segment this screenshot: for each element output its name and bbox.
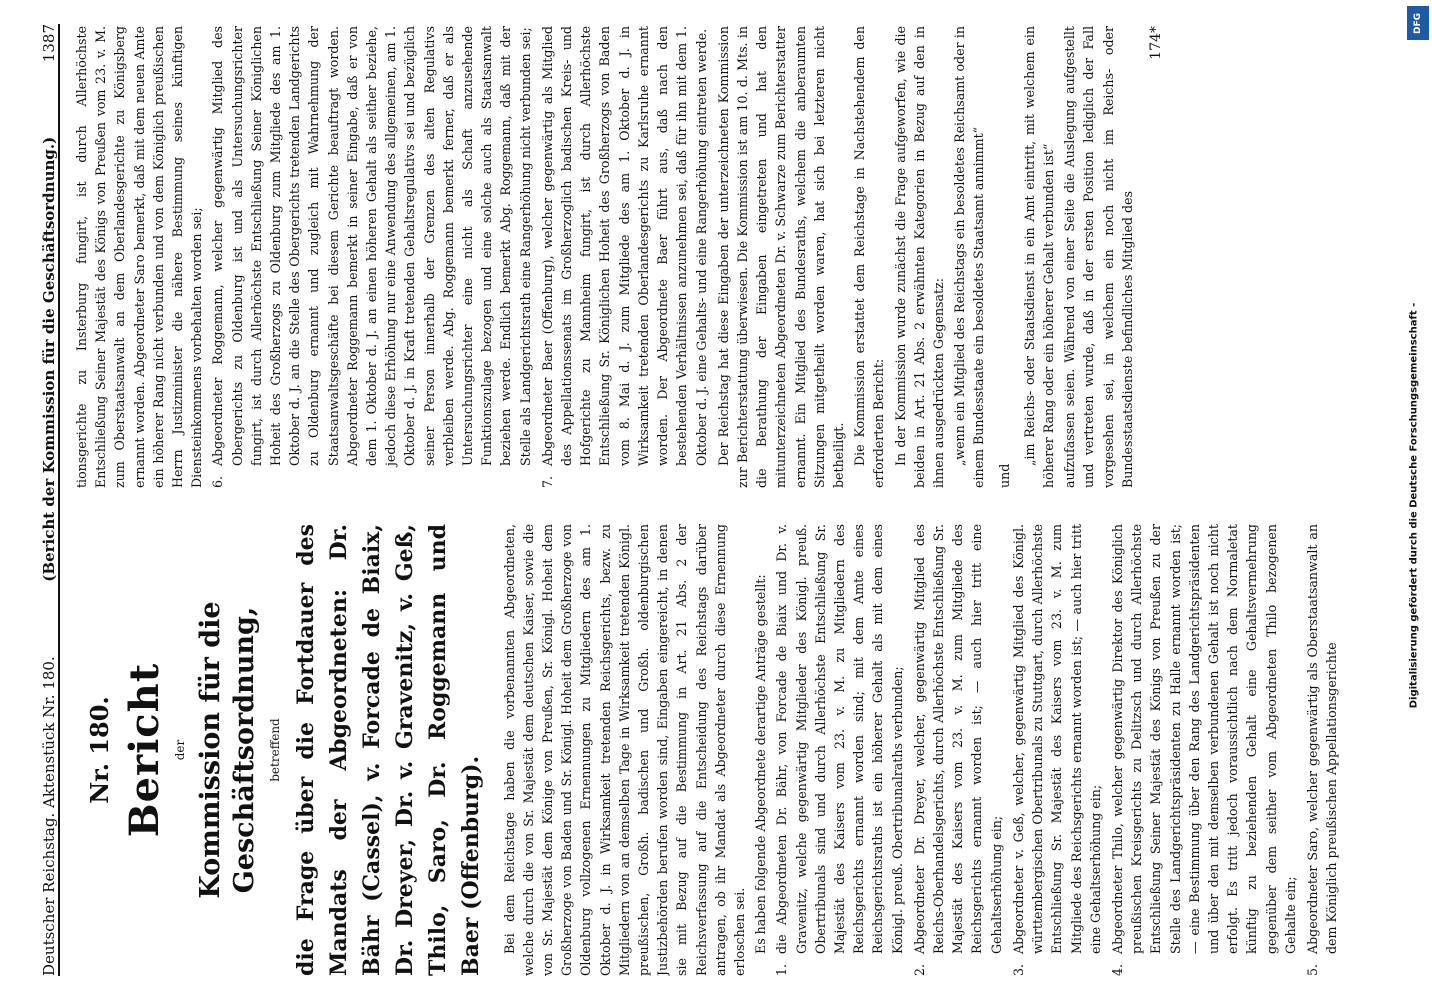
header-middle: (Bericht der Kommission für die Geschäftsordnung.) bbox=[40, 136, 58, 582]
list-item-text: Abgeordneter v. Geß, welcher, gegenwärtig Mitglied des Königl. württembergischen Obertribunals zu Stuttgart, durch Allerhöchste Entschließung Sr. Majestät des Kaisers vom 23. v. M. zum Mitgliede des Reichsgerichts ernannt worden ist; — auch hier tritt eine Gehaltserhöhung ein; bbox=[1010, 524, 1103, 954]
intro-paragraph: Bei dem Reichstage haben die vorbenannten Abgeordneten, welche durch die von Sr. Majestät dem deutschen Kaiser, sowie die von Sr. Majestät dem Könige von Preußen, Sr. Königl. Hoheit dem Großherzoge von Baden und Sr. Königl. Hoheit dem Großherzoge von Oldenburg vollzogenen Ernennungen zu Mitgliedern des am 1. Oktober d. J. in Wirksamkeit tretenden Reichsgerichts, bezw. zu Mitgliedern von an demselben Tage in Wirksamkeit tretenden Königl. preußischen, Großh. badischen und Großh. oldenburgischen Justizbehörden berufen worden sind, Eingaben eingereicht, in denen sie mit Bezug auf die Bestimmung in Art. 21 Abs. 2 der Reichsverfassung auf die Entscheidung des Reichstags darüber antragen, ob ihr Mandat als Abgeordneter durch diese Ernennung erloschen sei. bbox=[501, 524, 748, 976]
list-item-text: Abgeordneter Thilo, welcher gegenwärtig Direktor des Königlich preußischen Kreisgerichts zu Delitzsch und durch Allerhöchste Entschließung Seiner Majestät des Königs von Preußen zu der Stelle des Landgerichtspräsidenten zu Halle ernannt worden ist; — eine Bestimmung über den Rang des Landgerichtspräsidenten und über den mit demselben verbundenen Gehalt ist noch nicht erfolgt. Es tritt jedoch voraussichtlich nach dem Normaletat künftig zu beziehenden Gehalt eine Gehaltsvermehrung gegenüber dem seither vom Abgeordneten Thilo bezogenen Gehalte ein; bbox=[1109, 524, 1298, 954]
dfg-logo: DFG bbox=[1407, 6, 1429, 40]
lead-paragraph: Es haben folgende Abgeordnete derartige Anträge gestellt: bbox=[753, 574, 769, 954]
title-betreffend: betreffend bbox=[268, 718, 283, 782]
document-title: Bericht bbox=[121, 662, 169, 838]
quote-paragraph: „im Reichs- oder Staatsdienst in ein Amt eintritt, mit welchem ein höherer Rang oder ein höherer Gehalt verbunden ist“ bbox=[1021, 26, 1056, 488]
title-der: der bbox=[173, 739, 188, 761]
commission-title: Kommission für die Geschäftsordnung, bbox=[195, 601, 261, 899]
list-item-text: die Abgeordneten Dr. Bähr, von Forcade de Biaix und Dr. v. Gravenitz, welche gegenwärtig Mitglieder des Königl. preuß. Obertribunals sind und durch Allerhöchste Entschließung Sr. Majestät des Kaisers vom 23. v. M. zu Mitgliedern des Reichsgerichts ernannt worden sind; mit dem Amte eines Reichsgerichtsraths ist ein höherer Gehalt als mit dem eines Königl. preuß. Obertribunalraths verbunden; bbox=[774, 524, 905, 954]
list-item-text: Abgeordneter Baer (Offenburg), welcher gegenwärtig als Mitglied des Appellationssenats im Großherzoglich badischen Kreis- und Hofgerichte zu Mannheim fungirt, ist durch Allerhöchste Entschließung Sr. Königlichen Hoheit des Großherzogs von Baden vom 8. Mai d. J. zum Mitgliede des am 1. Oktober d. J. in Wirksamkeit tretenden Oberlandesgerichts zu Karlsruhe ernannt worden. Der Abgeordnete Baer führt aus, daß nach den bestehenden Verhältnissen anzunehmen sei, daß für ihn mit dem 1. Oktober d. J. eine Gehalts- und eine Rangerhöhung eintreten werde. bbox=[539, 26, 709, 466]
list-item: 6. Abgeordneter Roggemann, welcher gegenwärtig Mitglied des Obergerichts zu Oldenburg ist und als Untersuchungsrichter fungirt, ist durch Allerhöchste Entschließung Seiner Königlichen Hoheit des Großherzogs zu Oldenburg zum Mitgliede des am 1. Oktober d. J. an die Stelle des Obergerichts tretenden Landgerichts zu Oldenburg ernannt und zugleich mit Wahrnehmung der Staatsanwaltsgeschäfte bei diesem Gerichte beauftragt worden. Abgeordneter Roggemann bemerkt in seiner Eingabe, daß er von dem 1. Oktober d. J. an einen höheren Gehalt als seither beziehe, jedoch diese Erhöhung nur eine Anwendung des allgemeinen, am 1. Oktober d. J. in Kraft tretenden Gehaltsregulativs sei und bezüglich seiner Person innerhalb der Grenzen des alten Regulativs verbleiben werde. Abg. Roggemann bemerkt ferner, daß er als Untersuchungsrichter eine nicht als Schaft anzusehende Funktionszulage bezogen und eine solche auch als Staatsanwalt beziehen werde. Endlich bemerkt Abg. Roggemann, daß mit der Stelle als Landgerichtsrath eine Rangerhöhung nicht verbunden sei; bbox=[210, 26, 533, 488]
page-header bbox=[20, 24, 60, 976]
list-item-text: Abgeordneter Roggemann, welcher gegenwärtig Mitglied des Obergerichts zu Oldenburg ist und als Untersuchungsrichter fungirt, ist durch Allerhöchste Entschließung Seiner Königlichen Hoheit des Großherzogs zu Oldenburg zum Mitgliede des am 1. Oktober d. J. an die Stelle des Obergerichts tretenden Landgerichts zu Oldenburg ernannt und zugleich mit Wahrnehmung der Staatsanwaltsgeschäfte bei diesem Gerichte beauftragt worden. Abgeordneter Roggemann bemerkt in seiner Eingabe, daß er von dem 1. Oktober d. J. an einen höheren Gehalt als seither beziehe, jedoch diese Erhöhung nur eine Anwendung des allgemeinen, am 1. Oktober d. J. in Kraft tretenden Gehaltsregulativs sei und bezüglich seiner Person innerhalb der Grenzen des alten Regulativs verbleiben werde. Abg. Roggemann bemerkt ferner, daß er als Untersuchungsrichter eine nicht als Schaft anzusehende Funktionszulage bezogen und eine solche auch als Staatsanwalt beziehen werde. Endlich bemerkt Abg. Roggemann, daß mit der Stelle als Landgerichtsrath eine Rangerhöhung nicht verbunden sei; bbox=[210, 26, 533, 466]
document-number: Nr. 180. bbox=[85, 696, 114, 804]
conjunction: und bbox=[996, 463, 1012, 488]
body-paragraph: aufzufassen seien. Während von einer Seite die Auslegung aufgestellt und vertreten wurde, daß in der ersten Position lediglich der Fall vorgesehen sei, in welchem ein noch nicht im Reichs- oder Bundesstaatsdienste befindliches Mitglied des bbox=[1062, 26, 1135, 488]
list-item: 1. die Abgeordneten Dr. Bähr, von Forcade de Biaix und Dr. v. Gravenitz, welche gegenwärtig Mitglieder des Königl. preuß. Obertribunals sind und durch Allerhöchste Entschließung Sr. Majestät des Kaisers vom 23. v. M. zu Mitgliedern des Reichsgerichts ernannt worden sind; mit dem Amte eines Reichsgerichtsraths ist ein höherer Gehalt als mit dem eines Königl. preuß. Obertribunalraths verbunden; bbox=[774, 524, 905, 976]
left-column bbox=[72, 524, 1372, 976]
page-number: 1387 bbox=[40, 24, 58, 63]
list-item-text: Abgeordneter Dr. Dreyer, welcher, gegenwärtig Mitglied des Reichs-Oberhandelsgerichts, durch Allerhöchste Entschließung Sr. Majestät des Kaisers vom 23. v. M. zum Mitgliede des Reichsgerichts ernannt worden ist; — auch hier tritt eine Gehaltserhöhung ein; bbox=[911, 524, 1004, 954]
list-item: 4. Abgeordneter Thilo, welcher gegenwärtig Direktor des Königlich preußischen Kreisgerichts zu Delitzsch und durch Allerhöchste Entschließung Seiner Majestät des Königs von Preußen zu der Stelle des Landgerichtspräsidenten zu Halle ernannt worden ist; — eine Bestimmung über den Rang des Landgerichtspräsidenten und über den mit demselben verbundenen Gehalt ist noch nicht erfolgt. Es tritt jedoch voraussichtlich nach dem Normaletat künftig zu beziehenden Gehalt eine Gehaltsvermehrung gegenüber dem seither vom Abgeordneten Thilo bezogenen Gehalte ein; bbox=[1109, 524, 1298, 976]
list-item: 5. Abgeordneter Saro, welcher gegenwärtig als Oberstaatsanwalt an dem Königlich preußischen Appellationsgerichte bbox=[1304, 524, 1340, 976]
subject-heading: die Frage über die Fortdauer des Mandats der Abgeordneten: Dr. Bähr (Cassel), v. Forcade de Biaix, Dr. Dreyer, Dr. v. Gravenitz, v. Geß, Thilo, Saro, Dr. Roggemann und Baer (Offenburg). bbox=[292, 524, 484, 976]
digitization-note: Digitalisierung gefördert durch die Deutsche Forschungsgemeinschaft - bbox=[1408, 302, 1420, 709]
sheet-signature: 174* bbox=[1147, 26, 1164, 60]
list-item: 7. Abgeordneter Baer (Offenburg), welcher gegenwärtig als Mitglied des Appellationssenats im Großherzoglich badischen Kreis- und Hofgerichte zu Mannheim fungirt, ist durch Allerhöchste Entschließung Sr. Königlichen Hoheit des Großherzogs von Baden vom 8. Mai d. J. zum Mitgliede des am 1. Oktober d. J. in Wirksamkeit tretenden Oberlandesgerichts zu Karlsruhe ernannt worden. Der Abgeordnete Baer führt aus, daß nach den bestehenden Verhältnissen anzunehmen sei, daß für ihn mit dem 1. Oktober d. J. eine Gehalts- und eine Rangerhöhung eintreten werde. bbox=[539, 26, 709, 488]
right-column bbox=[72, 26, 1372, 488]
list-item: 2. Abgeordneter Dr. Dreyer, welcher, gegenwärtig Mitglied des Reichs-Oberhandelsgerichts, durch Allerhöchste Entschließung Sr. Majestät des Kaisers vom 23. v. M. zum Mitgliede des Reichsgerichts ernannt worden ist; — auch hier tritt eine Gehaltserhöhung ein; bbox=[911, 524, 1004, 976]
body-paragraph: In der Kommission wurde zunächst die Frage aufgeworfen, wie die beiden in Art. 21 Abs. 2 erwähnten Kategorien in Bezug auf den in ihnen ausgedrückten Gegensatz: bbox=[892, 26, 946, 488]
list-item-text: Abgeordneter Saro, welcher gegenwärtig als Oberstaatsanwalt an dem Königlich preußischen Appellationsgerichte bbox=[1304, 524, 1340, 954]
continuation-paragraph: tionsgerichte zu Insterburg fungirt, ist durch Allerhöchste Entschließung Seiner Majestät des Königs von Preußen vom 23. v. M. zum Oberstaatsanwalt an dem Oberlandesgerichte zu Königsberg ernannt worden. Abgeordneter Saro bemerkt, daß mit dem neuen Amte ein höherer Rang nicht verbunden und von dem Königlich preußischen Herrn Justizminister die nähere Bestimmung seines künftigen Diensteinkommens vorbehalten worden sei; bbox=[74, 26, 205, 488]
quote-paragraph: „wenn ein Mitglied des Reichstags ein besoldetes Reichsamt oder in einem Bundesstaate ein besoldetes Staatsamt annimmt“ bbox=[952, 26, 987, 488]
body-paragraph: Der Reichstag hat diese Eingaben der unterzeichneten Kommission zur Berichterstattung überwiesen. Die Kommission ist am 10. d. Mts. in die Berathung der Eingaben eingetreten und hat den mitunterzeichneten Abgeordneten Dr. v. Schwarze zum Berichterstatter ernannt. Ein Mitglied des Bundesraths, welchem die anberaumten Sitzungen mitgetheilt worden waren, hat sich bei letzteren nicht betheiligt. bbox=[715, 26, 846, 488]
list-item: 3. Abgeordneter v. Geß, welcher, gegenwärtig Mitglied des Königl. württembergischen Obertribunals zu Stuttgart, durch Allerhöchste Entschließung Sr. Majestät des Kaisers vom 23. v. M. zum Mitgliede des Reichsgerichts ernannt worden ist; — auch hier tritt eine Gehaltserhöhung ein; bbox=[1010, 524, 1103, 976]
header-left: Deutscher Reichstag. Aktenstück Nr. 180. bbox=[40, 656, 58, 976]
body-paragraph: Die Kommission erstattet dem Reichstage in Nachstehendem den erforderten Bericht: bbox=[852, 26, 887, 488]
